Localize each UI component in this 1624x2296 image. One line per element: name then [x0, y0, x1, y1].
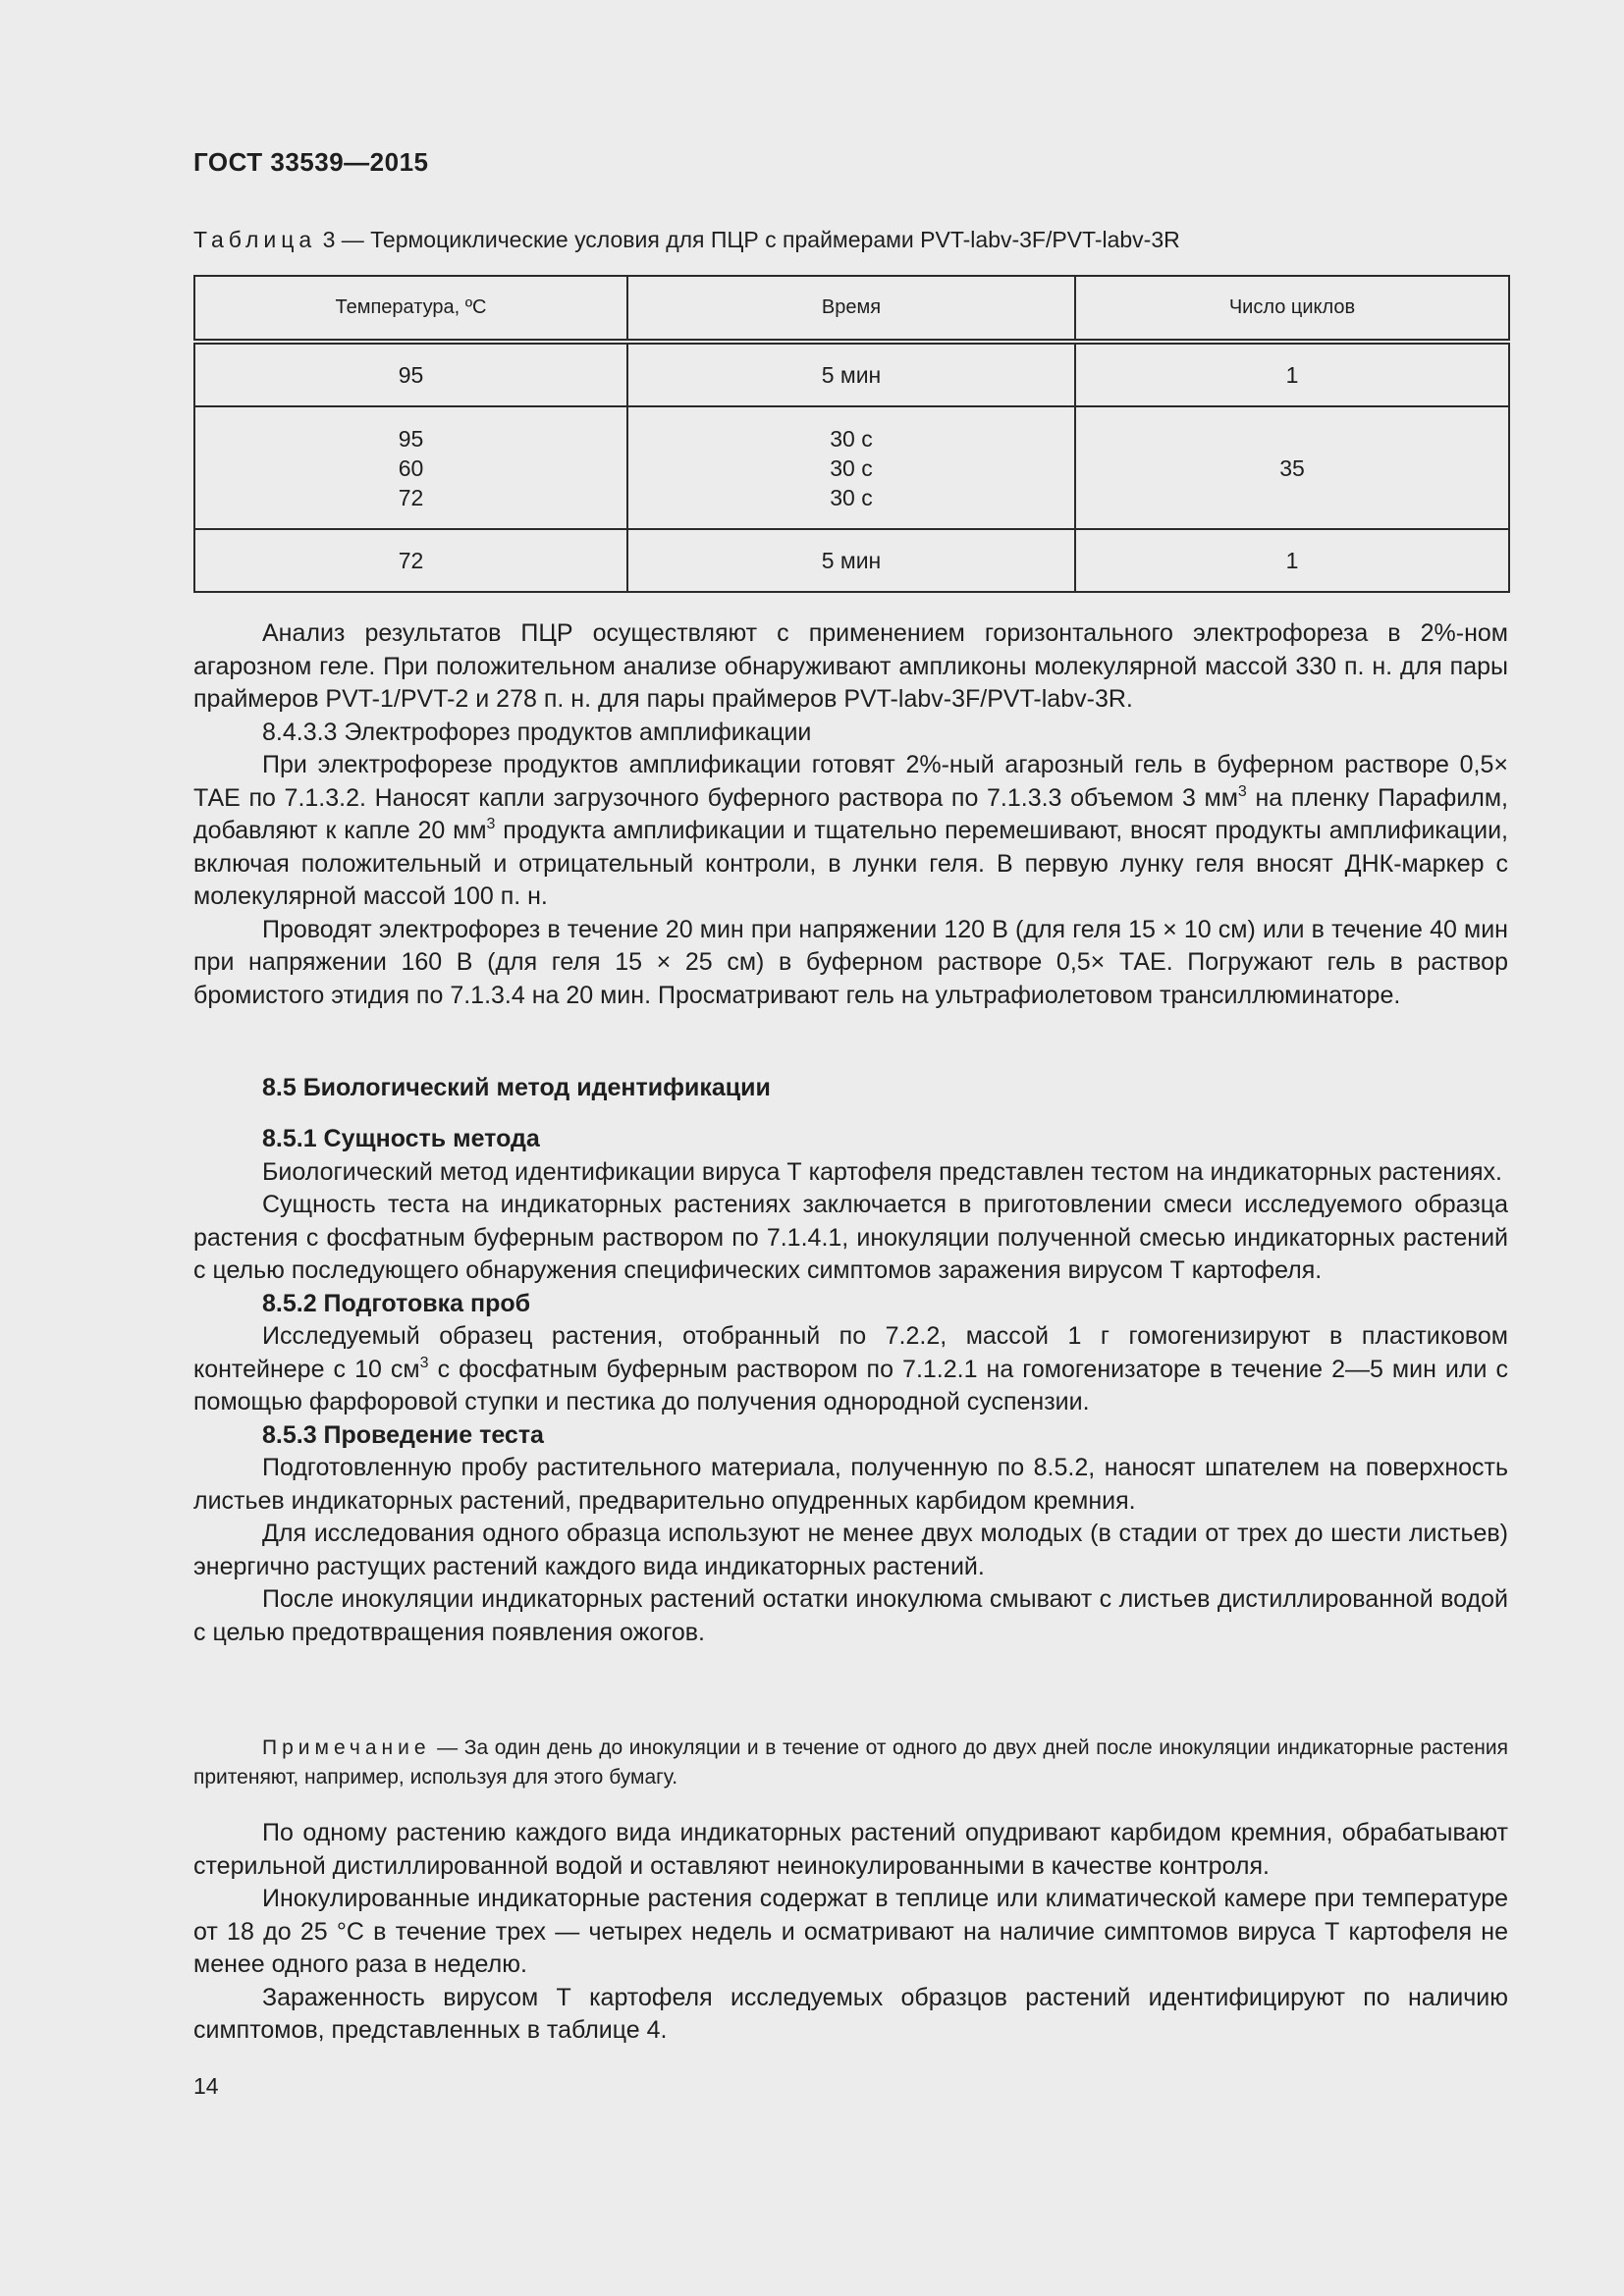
cell-time: 5 мин	[627, 342, 1075, 406]
paragraph: Зараженность вирусом Т картофеля исследуемых образцов растений идентифицируют по наличию симптомов, представленных в таблице 4.	[193, 1983, 1508, 2044]
paragraph: Анализ результатов ПЦР осуществляют с применением горизонтального электрофореза в 2%-ном агарозном геле. При положительном анализе обнаруживают ампликоны молекулярной массой 330 п. н. для пары праймеров PVT-1/PVT-2 и 278 п. н. для пары праймеров PVT-labv-3F/PVT-labv-3R.	[193, 619, 1508, 713]
cell-line: 30 с	[830, 484, 873, 510]
subsection-heading: 8.5.3 Проведение теста	[262, 1420, 544, 1449]
column-header-time: Время	[627, 276, 1075, 342]
table-row	[194, 406, 1509, 529]
cell-line: 72	[398, 484, 424, 510]
table-row	[194, 529, 1509, 592]
cell-cycles: 1	[1075, 342, 1509, 406]
subsection-title: 8.4.3.3 Электрофорез продуктов амплификации	[262, 718, 812, 746]
cell-line: 95	[398, 425, 424, 452]
cell-line: 30 с	[830, 425, 873, 452]
column-header-cycles: Число циклов	[1075, 276, 1509, 342]
note-label: Примечание	[262, 1736, 431, 1759]
body-block-4	[193, 1817, 1508, 2048]
paragraph: При электрофорезе продуктов амплификации готовят 2%-ный агарозный гель в буферном растворе 0,5× ТАЕ по 7.1.3.2. Наносят капли загрузочного буферного раствора по 7.1.3.3 объемом 3 $мм^3$ на пленку Парафилм, добавляют к капле 20 $мм^3$ продукта амплификации и тщательно перемешивают, вносят продукты амплификации, включая положительный и отрицательный контроли, в лунки геля. В первую лунку геля вносят ДНК-маркер с молекулярной массой 100 п. н.	[193, 751, 1509, 910]
note	[193, 1734, 1508, 1792]
cell-cycles: 35	[1075, 406, 1509, 529]
subsection-heading: 8.5.2 Подготовка проб	[262, 1289, 531, 1317]
body-block-2	[193, 1072, 1508, 1105]
cell-temperature	[194, 406, 627, 529]
cell-cycles: 1	[1075, 529, 1509, 592]
table-header-row	[194, 276, 1509, 342]
paragraph: Для исследования одного образца используют не менее двух молодых (в стадии от трех до шести листьев) энергично растущих растений каждого вида индикаторных растений.	[193, 1520, 1508, 1580]
paragraph: Инокулированные индикаторные растения содержат в теплице или климатической камере при температуре от 18 до 25 °С в течение трех — четырех недель и осматривают на наличие симптомов вируса Т картофеля не менее одного раза в неделю.	[193, 1885, 1508, 1978]
cell-time: 5 мин	[627, 529, 1075, 592]
paragraph: Биологический метод идентификации вируса Т картофеля представлен тестом на индикаторных растениях.	[262, 1157, 1502, 1186]
document-header: ГОСТ 33539—2015	[193, 147, 429, 177]
body-block-3	[193, 1123, 1508, 1649]
table-caption-label: Таблица	[193, 227, 317, 252]
paragraph: Сущность теста на индикаторных растениях заключается в приготовлении смеси исследуемого образца растения с фосфатным буферным раствором по 7.1.4.1, инокуляции полученной смесью индикаторных растений с целью последующего обнаружения специфических симптомов заражения вирусом Т картофеля.	[193, 1191, 1508, 1284]
cell-time	[627, 406, 1075, 529]
page-number: 14	[193, 2073, 219, 2099]
cell-line: 30 с	[830, 454, 873, 481]
section-heading: 8.5 Биологический метод идентификации	[262, 1074, 771, 1101]
paragraph: После инокуляции индикаторных растений остатки инокулюма смывают с листьев дистиллированной водой с целью предотвращения появления ожогов.	[193, 1585, 1508, 1646]
table-caption	[193, 227, 1180, 253]
note-text: — За один день до инокуляции и в течение от одного до двух дней после инокуляции индикаторные растения притеняют, например, используя для этого бумагу.	[193, 1736, 1508, 1789]
table-row	[194, 342, 1509, 406]
subsection-heading: 8.5.1 Сущность метода	[262, 1125, 540, 1152]
table-caption-text: 3 — Термоциклические условия для ПЦР с праймерами PVT-labv-3F/PVT-labv-3R	[316, 227, 1180, 252]
column-header-temperature: Температура, ºС	[194, 276, 627, 342]
cell-temperature: 95	[194, 342, 627, 406]
paragraph: Подготовленную пробу растительного материала, полученную по 8.5.2, наносят шпателем на поверхность листьев индикаторных растений, предварительно опудренных карбидом кремния.	[193, 1454, 1508, 1515]
body-block-1	[193, 617, 1508, 1012]
note-block	[193, 1734, 1508, 1792]
cell-temperature: 72	[194, 529, 627, 592]
thermocycling-table	[193, 275, 1510, 593]
paragraph: Проводят электрофорез в течение 20 мин при напряжении 120 В (для геля 15 × 10 см) или в течение 40 мин при напряжении 160 В (для геля 15 × 25 см) в буферном растворе 0,5× ТАЕ. Погружают гель в раствор бромистого этидия по 7.1.3.4 на 20 мин. Просматривают гель на ультрафиолетовом трансиллюминаторе.	[193, 915, 1508, 1009]
paragraph: Исследуемый образец растения, отобранный по 7.2.2, массой 1 г гомогенизируют в пластиковом контейнере с 10 $см^3$ с фосфатным буферным раствором по 7.1.2.1 на гомогенизаторе в течение 2—5 мин или с помощью фарфоровой ступки и пестика до получения однородной суспензии.	[193, 1322, 1508, 1415]
cell-line: 60	[398, 454, 424, 481]
paragraph: По одному растению каждого вида индикаторных растений опудривают карбидом кремния, обрабатывают стерильной дистиллированной водой и оставляют неинокулированными в качестве контроля.	[193, 1819, 1508, 1880]
